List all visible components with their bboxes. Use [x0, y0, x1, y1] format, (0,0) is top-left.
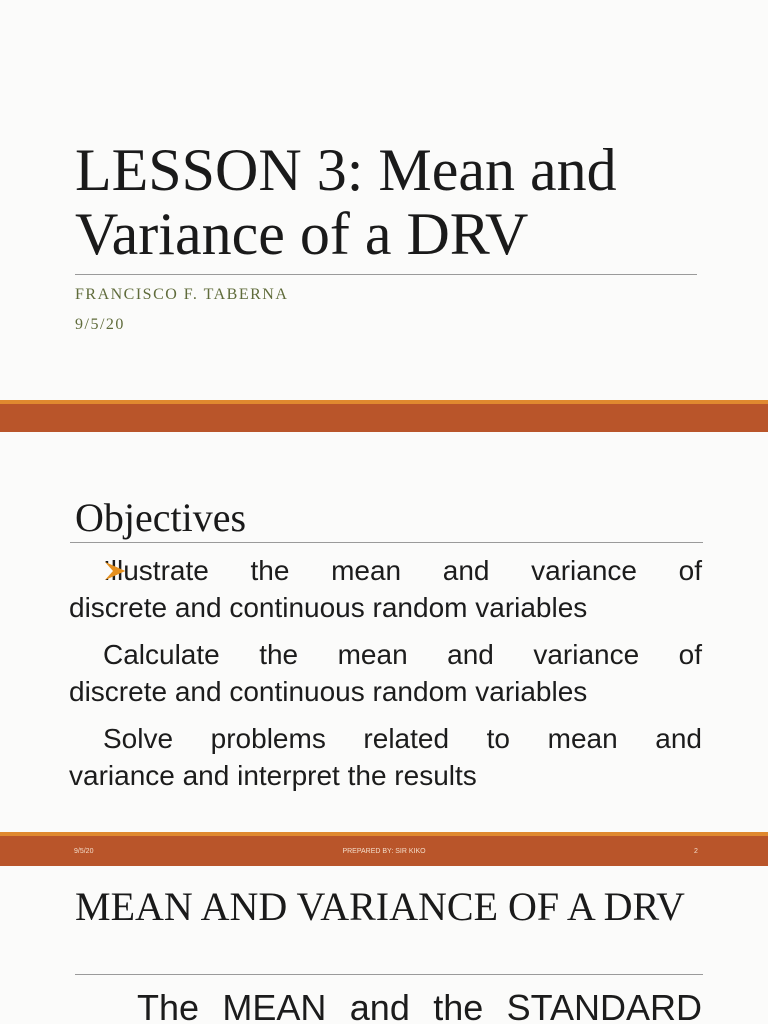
objective-item	[69, 720, 702, 794]
footer-prepared-by: PREPARED BY: SIR KIKO	[342, 848, 426, 855]
mean-variance-heading: MEAN AND VARIANCE OF A DRV	[75, 884, 685, 929]
slide-footer	[0, 840, 768, 862]
objectives-divider	[70, 542, 703, 543]
arrow-bullet-icon	[105, 562, 125, 580]
footer-accent-line	[0, 832, 768, 836]
mean-variance-body-text: The MEAN and the STANDARD	[137, 987, 702, 1024]
objective-line-1: Illustrate the mean and variance of	[103, 555, 702, 586]
mean-variance-slide	[0, 866, 768, 1024]
objective-item	[69, 636, 702, 710]
objective-line-2: variance and interpret the results	[69, 760, 477, 791]
slide-separator-bar	[0, 400, 768, 432]
title-divider	[75, 274, 697, 275]
objective-item	[69, 552, 702, 626]
objectives-heading: Objectives	[75, 495, 247, 540]
lesson-date: 9/5/20	[75, 316, 125, 333]
lesson-title: LESSON 3: Mean and Variance of a DRV	[75, 137, 617, 267]
objectives-list	[69, 552, 702, 804]
objectives-slide	[0, 432, 768, 832]
footer-date: 9/5/20	[74, 848, 94, 855]
objective-line-1: Solve problems related to mean and	[103, 723, 702, 754]
objective-line-2: discrete and continuous random variables	[69, 592, 588, 623]
mean-variance-divider	[75, 974, 703, 975]
objective-line-2: discrete and continuous random variables	[69, 676, 588, 707]
footer-page-number: 2	[694, 848, 698, 855]
title-slide	[0, 0, 768, 400]
separator-accent-line	[0, 400, 768, 404]
author-name: FRANCISCO F. TABERNA	[75, 286, 289, 303]
objective-line-1: Calculate the mean and variance of	[103, 639, 702, 670]
